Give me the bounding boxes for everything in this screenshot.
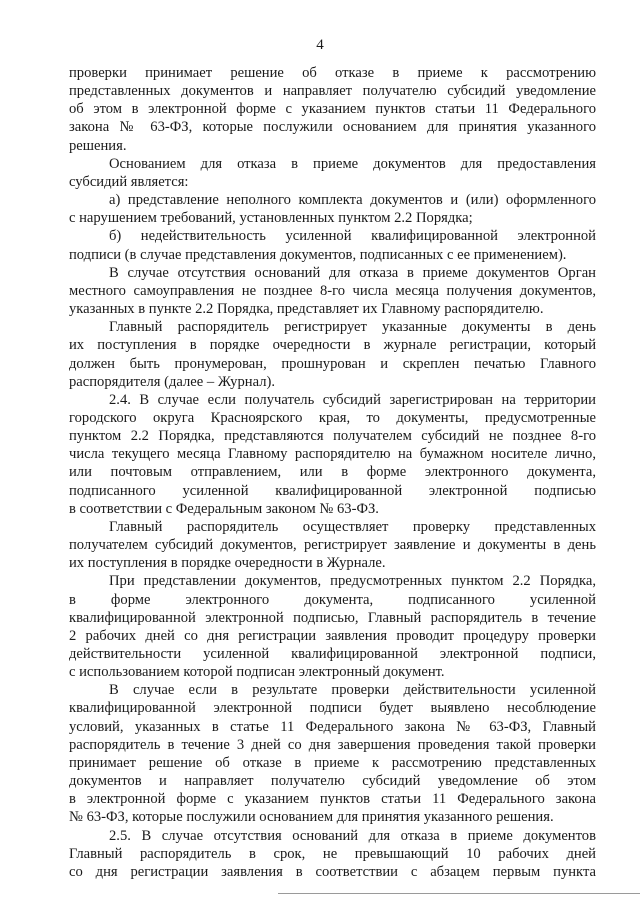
text-line: их поступления в порядке очередности в журнале регистрации, который [69,337,596,354]
text-line: пунктом 2.2 Порядка, представляются получателем субсидий не позднее 8-го [69,428,596,445]
text-line: представленных документов и направляет получателю субсидий уведомление [69,83,596,100]
text-line: об этом в электронной форме с указанием пунктов статьи 11 Федерального [69,101,596,118]
text-line: должен быть пронумерован, прошнурован и скреплен печатью Главного [69,355,596,372]
text-line: принимает решение об отказе в приеме к рассмотрению представленных [69,754,596,771]
text-line: подписанного усиленной квалифицированной электронной подписью [69,482,596,499]
text-line: В случае отсутствия оснований для отказа в приеме документов Орган [109,264,596,281]
text-line: документов и направляет получателю субсидий уведомление об этом [69,773,596,790]
text-line: или почтовым отправлением, или в форме электронного документа, [69,464,596,481]
text-line: В случае если в результате проверки действительности усиленной [109,682,596,699]
text-line: а) представление неполного комплекта документов и (или) оформленного [109,192,596,209]
text-line: получателем субсидий документов, регистрирует заявление и документы в день [69,537,596,554]
text-line: числа текущего месяца Главному распорядителю на бумажном носителе лично, [69,446,596,463]
text-line: их поступления в порядке очередности в Журнале. [69,555,386,572]
text-line: в соответствии с Федеральным законом № 63-ФЗ. [69,500,379,517]
text-line: 2 рабочих дней со дня регистрации заявления проводит процедуру проверки [69,627,596,644]
text-line: Главный распорядитель в срок, не превышающий 10 рабочих дней [69,845,596,862]
text-line: № 63-ФЗ, которые послужили основанием для принятия указанного решения. [69,809,554,826]
text-line: субсидий является: [69,173,189,190]
text-line: указанных в пункте 2.2 Порядка, представляет их Главному распорядителю. [69,301,544,318]
text-line: условий, указанных в статье 11 Федерального закона № 63-ФЗ, Главный [69,718,596,735]
text-line: закона № 63-ФЗ, которые послужили основанием для принятия указанного [69,119,596,136]
text-line: проверки принимает решение об отказе в приеме к рассмотрению [69,65,596,81]
text-line: Главный распорядитель осуществляет проверку представленных [109,518,596,535]
text-line: в форме электронного документа, подписанного усиленной [69,591,596,608]
text-line: распорядителя (далее – Журнал). [69,373,275,390]
text-line: Главный распорядитель регистрирует указанные документы в день [109,319,596,336]
text-line: с нарушением требований, установленных пунктом 2.2 Порядка; [69,210,473,227]
document-body [69,64,596,881]
text-line: с использованием которой подписан электронный документ. [69,664,445,681]
page-number: 4 [316,37,324,53]
text-line: При представлении документов, предусмотренных пунктом 2.2 Порядка, [109,573,596,590]
text-line: б) недействительность усиленной квалифицированной электронной [109,228,596,245]
text-line: Основанием для отказа в приеме документов для предоставления [109,155,596,172]
text-line: решения. [69,137,127,154]
text-line: 2.5. В случае отсутствия оснований для отказа в приеме документов [109,827,596,844]
text-line: распорядитель в течение 3 дней со дня завершения проведения такой проверки [69,736,596,753]
text-line: городского округа Красноярского края, то документы, предусмотренные [69,409,596,426]
text-line: действительности усиленной квалифицированной электронной подписи, [69,646,596,662]
text-line: 2.4. В случае если получатель субсидий зарегистрирован на территории [109,391,596,408]
text-line: со дня регистрации заявления в соответствии с абзацем первым пункта [69,863,596,880]
text-line: подписи (в случае представления документов, подписанных с ее применением). [69,246,567,263]
text-line: квалифицированной электронной подписью, Главный распорядитель в течение [69,609,596,626]
text-line: в электронной форме с указанием пунктов статьи 11 Федерального закона [69,791,596,808]
text-line: местного самоуправления не позднее 8-го числа месяца получения документов, [69,282,596,299]
text-line: квалифицированной электронной подписи будет выявлено несоблюдение [69,700,596,717]
page-bottom-rule [278,893,640,894]
